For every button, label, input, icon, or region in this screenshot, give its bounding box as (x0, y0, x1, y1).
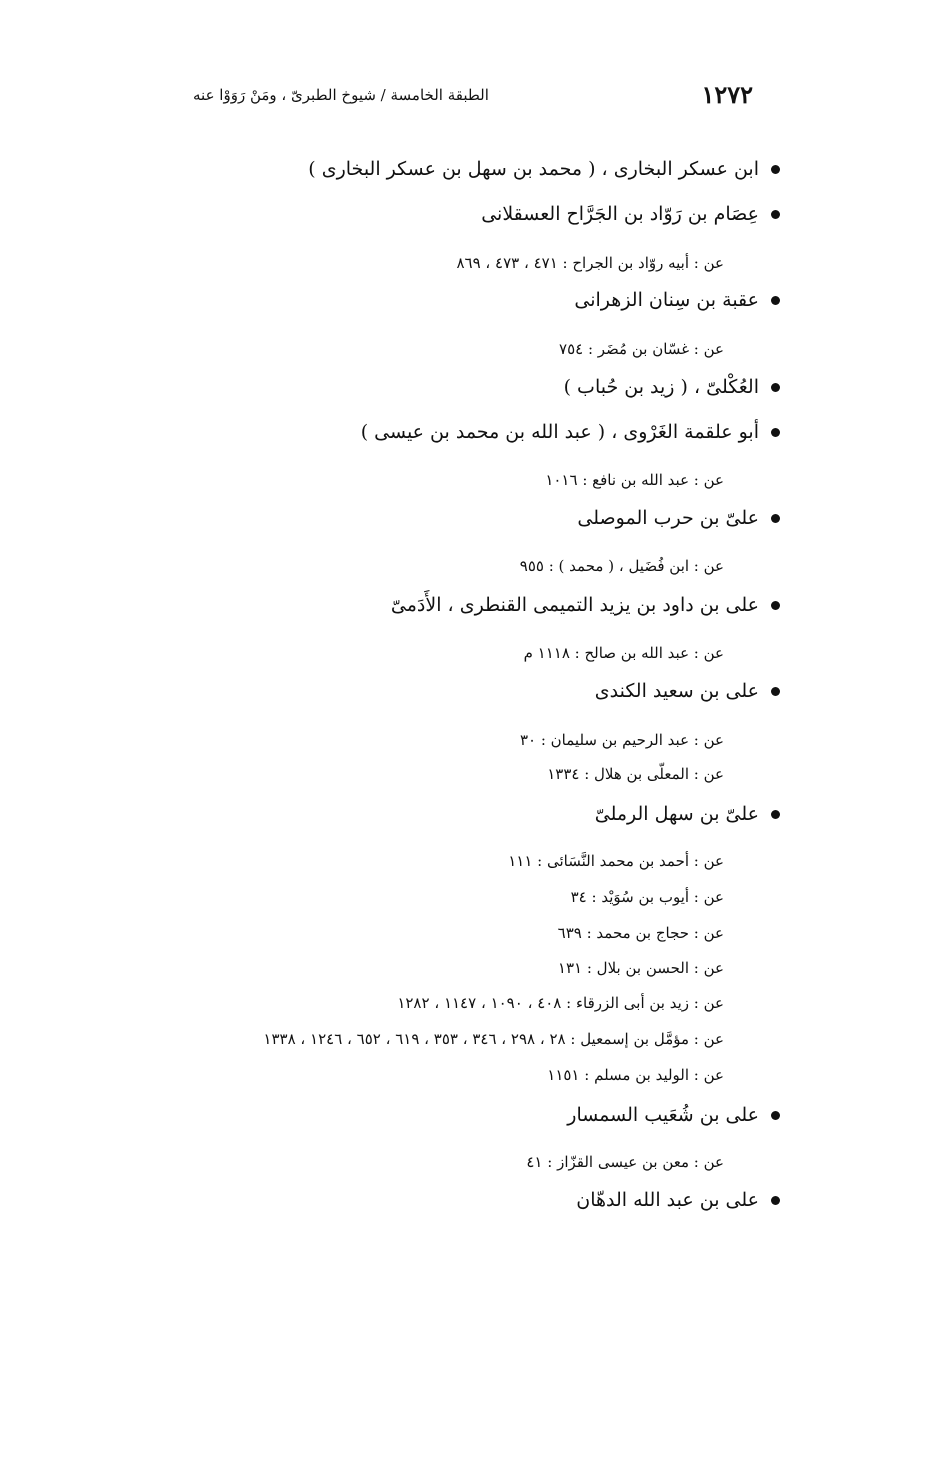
page-number: ١٢٧٢ (701, 80, 753, 109)
entry-heading (567, 1104, 780, 1126)
page-header (193, 80, 753, 116)
reference-line: عن : عبد الرحيم بن سليمان : ٣٠ (519, 731, 724, 749)
reference-line: عن : أحمد بن محمد النَّسَائى : ١١١ (508, 852, 724, 870)
reference-line: عن : أيوب بن سُوَيْد : ٣٤ (570, 888, 724, 906)
entry-name: علىّ بن سهل الرملىّ (594, 803, 759, 825)
entry-name: ابن عسكر البخارى ، ( محمد بن سهل بن عسكر البخارى ) (308, 158, 759, 180)
bullet-icon (771, 210, 780, 219)
entry-heading (361, 421, 780, 443)
reference-line: عن : مؤمَّل بن إسمعيل : ٢٨ ، ٢٩٨ ، ٣٤٦ ، ٣٥٣ ، ٦١٩ ، ٦٥٢ ، ١٢٤٦ ، ١٣٣٨ (263, 1030, 724, 1048)
reference-line: عن : الوليد بن مسلم : ١١٥١ (547, 1066, 724, 1084)
entry-name: العُكْلىّ ، ( زيد بن حُباب ) (563, 376, 759, 398)
entry-name: أبو علقمة الغَرْوى ، ( عبد الله بن محمد بن عيسى ) (360, 421, 759, 443)
entry-name: على بن سعيد الكندى (594, 680, 759, 702)
bullet-icon (771, 165, 780, 174)
reference-line: عن : ابن فُضَيل ، ( محمد ) : ٩٥٥ (519, 557, 724, 575)
entry-heading (574, 289, 780, 311)
entry-name: على بن داود بن يزيد التميمى القنطرى ، الأَدَمىّ (390, 594, 759, 616)
entry-heading (564, 376, 780, 398)
bullet-icon (771, 810, 780, 819)
bullet-icon (771, 601, 780, 610)
bullet-icon (771, 514, 780, 523)
reference-line: عن : المعلّى بن هلال : ١٣٣٤ (547, 765, 724, 783)
entry-name: عِصَام بن رَوّاد بن الجَرَّاح العسقلانى (481, 203, 759, 225)
bullet-icon (771, 1196, 780, 1205)
bullet-icon (771, 296, 780, 305)
reference-line: عن : غسّان بن مُضَر : ٧٥٤ (559, 340, 724, 358)
entry-name: عقبة بن سِنان الزهرانى (574, 289, 759, 311)
reference-line: عن : حجاج بن محمد : ٦٣٩ (557, 924, 724, 942)
running-title: الطبقة الخامسة / شيوخ الطبرىّ ، ومَنْ رَوَوْا عنه (193, 86, 489, 104)
bullet-icon (771, 383, 780, 392)
entry-heading (308, 158, 780, 180)
entry-name: على بن عبد الله الدهّان (576, 1189, 759, 1211)
entry-heading (391, 594, 780, 616)
entry-heading (577, 507, 780, 529)
entry-heading (595, 803, 780, 825)
reference-line: عن : معن بن عيسى القزّاز : ٤١ (526, 1153, 724, 1171)
entry-name: على بن شُعَيب السمسار (567, 1104, 759, 1126)
reference-line: عن : الحسن بن بلال : ١٣١ (557, 959, 724, 977)
entry-heading (481, 203, 780, 225)
reference-line: عن : زيد بن أبى الزرقاء : ٤٠٨ ، ١٠٩٠ ، ١١٤٧ ، ١٢٨٢ (397, 994, 724, 1012)
bullet-icon (771, 1111, 780, 1120)
reference-line: عن : عبد الله بن صالح : ١١١٨ م (523, 644, 724, 662)
bullet-icon (771, 428, 780, 437)
entry-name: علىّ بن حرب الموصلى (577, 507, 759, 529)
bullet-icon (771, 687, 780, 696)
reference-line: عن : أبيه روّاد بن الجراح : ٤٧١ ، ٤٧٣ ، ٨٦٩ (456, 254, 724, 272)
entry-heading (576, 1189, 780, 1211)
entry-heading (595, 680, 780, 702)
reference-line: عن : عبد الله بن نافع : ١٠١٦ (545, 471, 724, 489)
